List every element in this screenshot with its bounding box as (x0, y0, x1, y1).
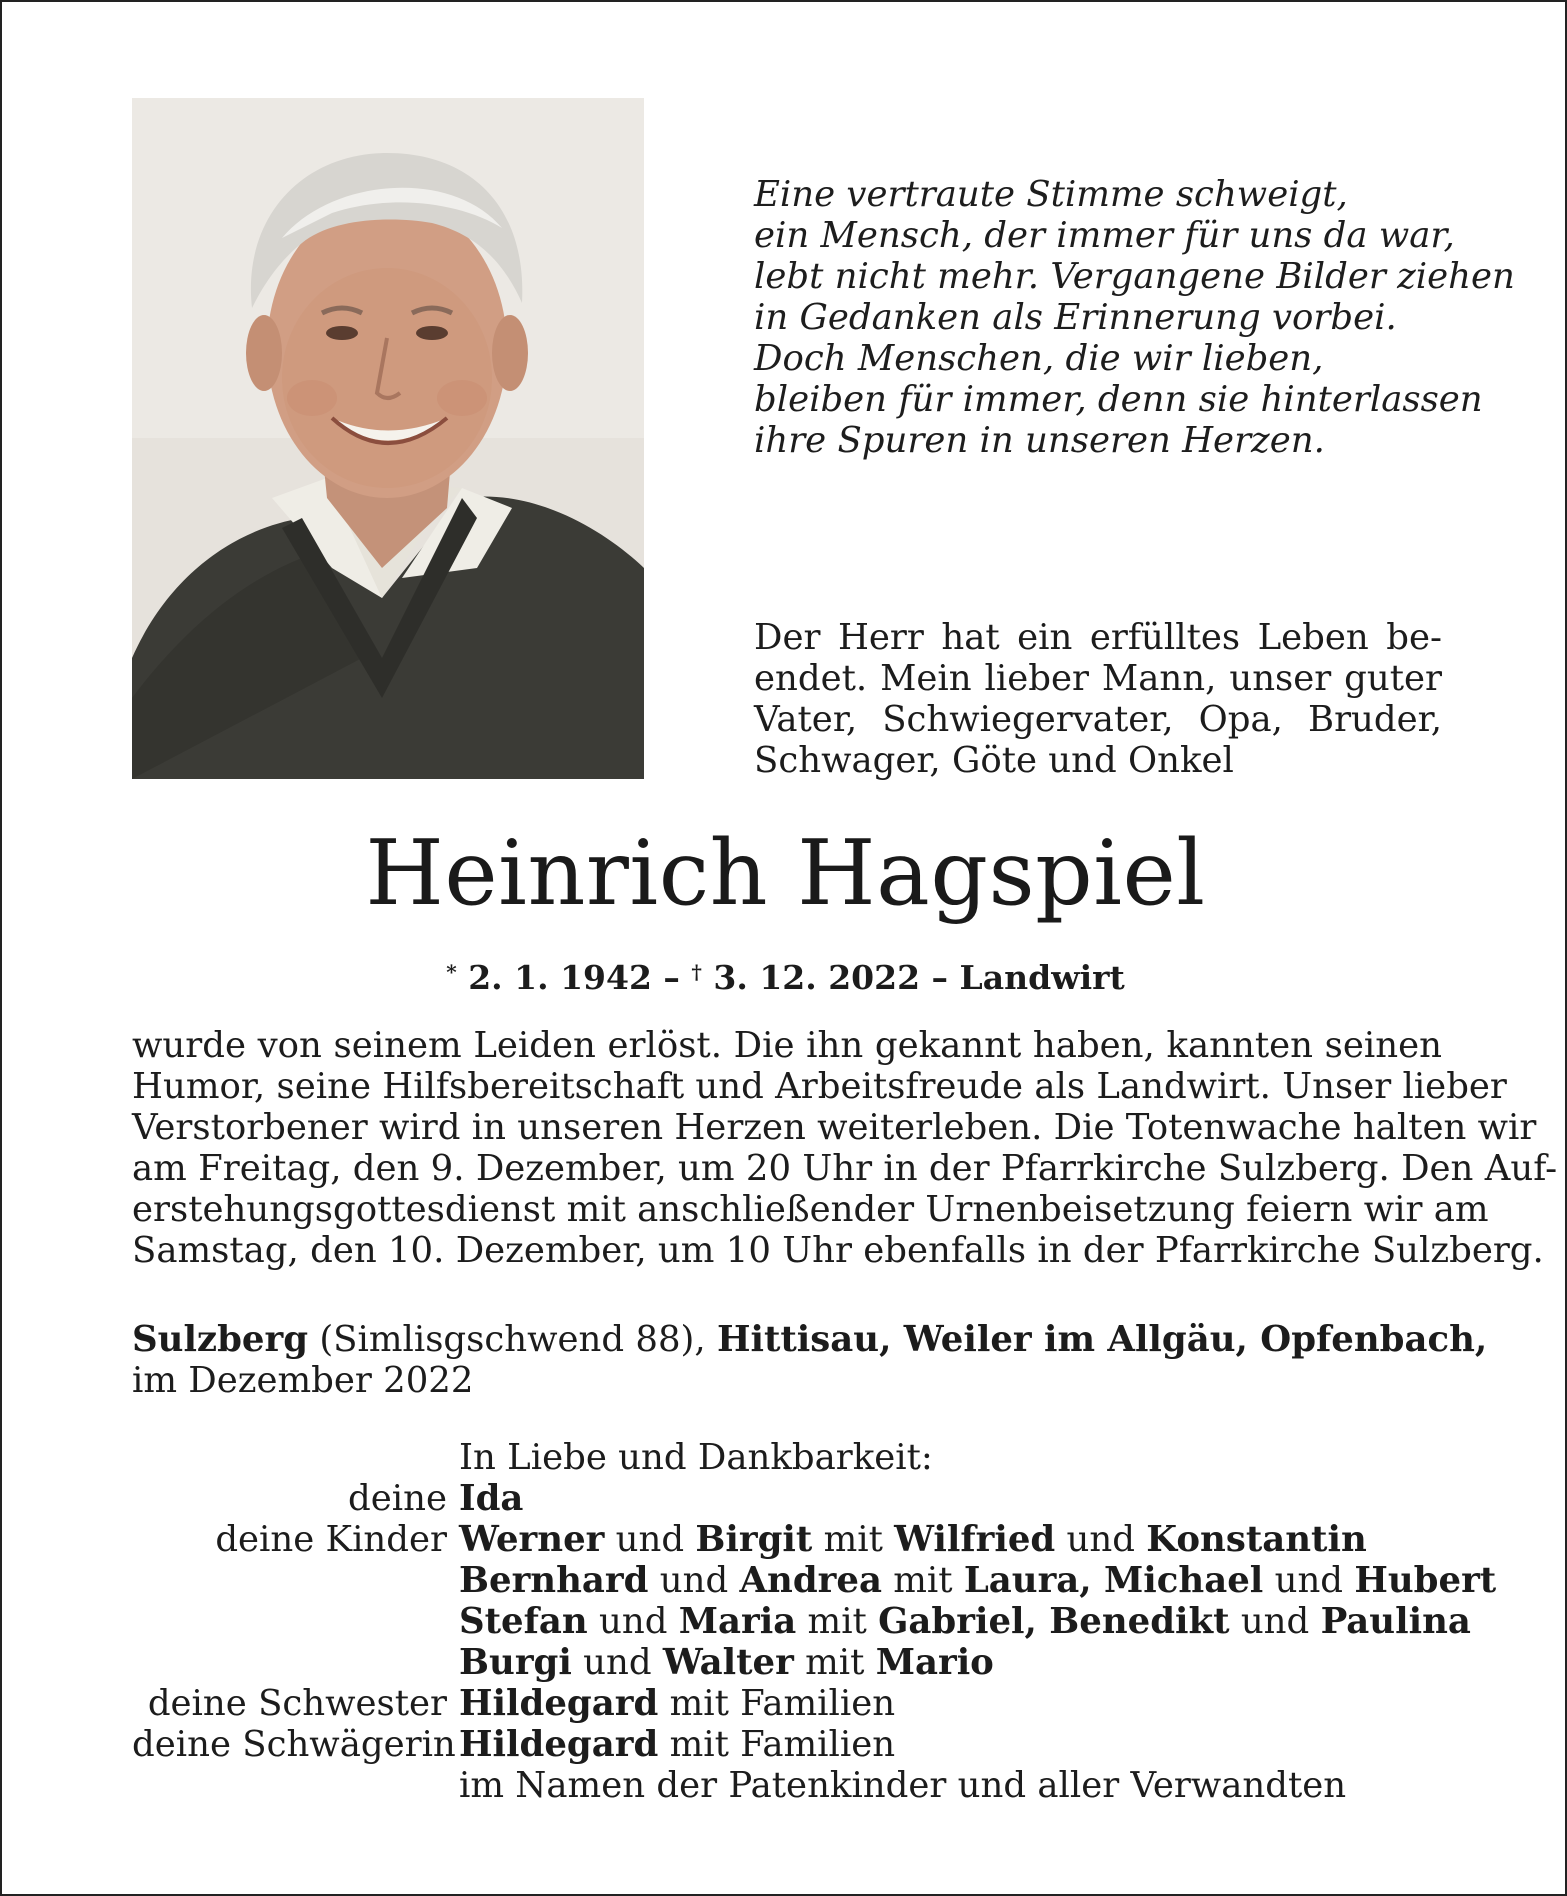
intro-line: Schwager, Göte und Onkel (754, 740, 1234, 781)
mourner-name: Walter (662, 1642, 794, 1683)
mourner-name: Burgi (459, 1642, 572, 1683)
life-dates (2, 952, 1567, 998)
poem-line: in Gedanken als Erinnerung vorbei. (754, 297, 1397, 338)
poem-line: lebt nicht mehr. Vergangene Bilder ziehen (754, 256, 1515, 297)
mourner-name: Birgit (695, 1519, 813, 1560)
relation-label: deine Schwester (147, 1683, 447, 1724)
connector: mit (881, 1560, 964, 1601)
place-line (132, 1319, 1488, 1360)
mourner-row (132, 1765, 1482, 1806)
place-and-date (132, 1319, 1488, 1401)
intro-line: Vater, Schwiegervater, Opa, Bruder, (754, 699, 1442, 740)
mourner-row (132, 1724, 1482, 1765)
birth-star-icon: * (446, 960, 457, 984)
connector: mit Familien (658, 1683, 896, 1724)
relation-label: deine (348, 1478, 447, 1519)
mourner-name: Ida (459, 1478, 524, 1519)
poem-line: Eine vertraute Stimme schweigt, (754, 174, 1348, 215)
mourner-name: Maria (678, 1601, 797, 1642)
body-line: Verstorbener wird in unseren Herzen weiterleben. Die Totenwache halten wir (132, 1107, 1537, 1148)
mourners-heading: In Liebe und Dankbarkeit: (459, 1437, 933, 1478)
connector: mit (793, 1642, 876, 1683)
mourner-row (132, 1683, 1482, 1724)
mourner-name: Bernhard (459, 1560, 649, 1601)
poem-line: ein Mensch, der immer für uns da war, (754, 215, 1455, 256)
poem-line: ihre Spuren in unseren Herzen. (754, 420, 1325, 461)
birth-date: 2. 1. 1942 – (468, 958, 680, 997)
mourner-row (132, 1601, 1482, 1642)
mourners-heading-row (132, 1437, 1482, 1478)
mourner-name: Laura, Michael (963, 1560, 1264, 1601)
body-line: Samstag, den 10. Dezember, um 10 Uhr ebenfalls in der Pfarrkirche Sulzberg. (132, 1230, 1544, 1271)
intro-line: endet. Mein lieber Mann, unser guter (754, 658, 1442, 699)
mourner-name: Andrea (739, 1560, 882, 1601)
poem-line: Doch Menschen, die wir lieben, (754, 338, 1324, 379)
death-cross-icon: † (691, 960, 702, 984)
mourner-name: Konstantin (1146, 1519, 1367, 1560)
mourner-name: Wilfried (894, 1519, 1056, 1560)
connector: und (1263, 1560, 1355, 1601)
mourner-name: Gabriel, Benedikt (878, 1601, 1230, 1642)
mourner-row (132, 1478, 1482, 1519)
mourners-list (132, 1437, 1497, 1806)
connector: und (587, 1601, 679, 1642)
connector: mit Familien (658, 1724, 896, 1765)
mourner-name: Hubert (1354, 1560, 1497, 1601)
mourner-row (132, 1642, 1482, 1683)
announcement-body (132, 1025, 1558, 1271)
poem (754, 174, 1515, 461)
connector: und (648, 1560, 740, 1601)
connector: und (1055, 1519, 1147, 1560)
relation-label: deine Kinder (215, 1519, 447, 1560)
body-line: Humor, seine Hilfsbereitschaft und Arbeitsfreude als Landwirt. Unser lieber (132, 1066, 1507, 1107)
portrait-illustration (132, 98, 644, 779)
place-town: Sulzberg (132, 1319, 309, 1360)
connector: und (571, 1642, 663, 1683)
mourner-name: Paulina (1320, 1601, 1471, 1642)
death-date-occupation: 3. 12. 2022 – Landwirt (713, 958, 1125, 997)
mourner-name: Mario (875, 1642, 994, 1683)
mourner-name: Stefan (459, 1601, 588, 1642)
intro-text (754, 617, 1442, 781)
place-address: (Simlisgschwend 88), (308, 1319, 717, 1360)
place-date: im Dezember 2022 (132, 1360, 474, 1401)
body-line: wurde von seinem Leiden erlöst. Die ihn gekannt haben, kannten seinen (132, 1025, 1442, 1066)
portrait-photo (132, 98, 644, 779)
connector: mit (812, 1519, 895, 1560)
place-others: Hittisau, Weiler im Allgäu, Opfenbach, (716, 1319, 1488, 1360)
mourner-row (132, 1560, 1497, 1601)
mourner-name: Werner (459, 1519, 605, 1560)
mourner-name: Hildegard (459, 1683, 659, 1724)
mourner-row (132, 1519, 1482, 1560)
connector: mit (796, 1601, 879, 1642)
connector: und (1229, 1601, 1321, 1642)
body-line: erstehungsgottesdienst mit anschließender Urnenbeisetzung feiern wir am (132, 1189, 1489, 1230)
closing-line: im Namen der Patenkinder und aller Verwandten (459, 1765, 1347, 1806)
poem-line: bleiben für immer, denn sie hinterlassen (754, 379, 1483, 420)
intro-line: Der Herr hat ein erfülltes Leben be- (754, 617, 1442, 658)
deceased-name: Heinrich Hagspiel (365, 821, 1206, 926)
connector: und (604, 1519, 696, 1560)
relation-label: deine Schwägerin (132, 1724, 456, 1765)
mourner-name: Hildegard (459, 1724, 659, 1765)
body-line: am Freitag, den 9. Dezember, um 20 Uhr in der Pfarrkirche Sulzberg. Den Auf- (132, 1148, 1558, 1189)
